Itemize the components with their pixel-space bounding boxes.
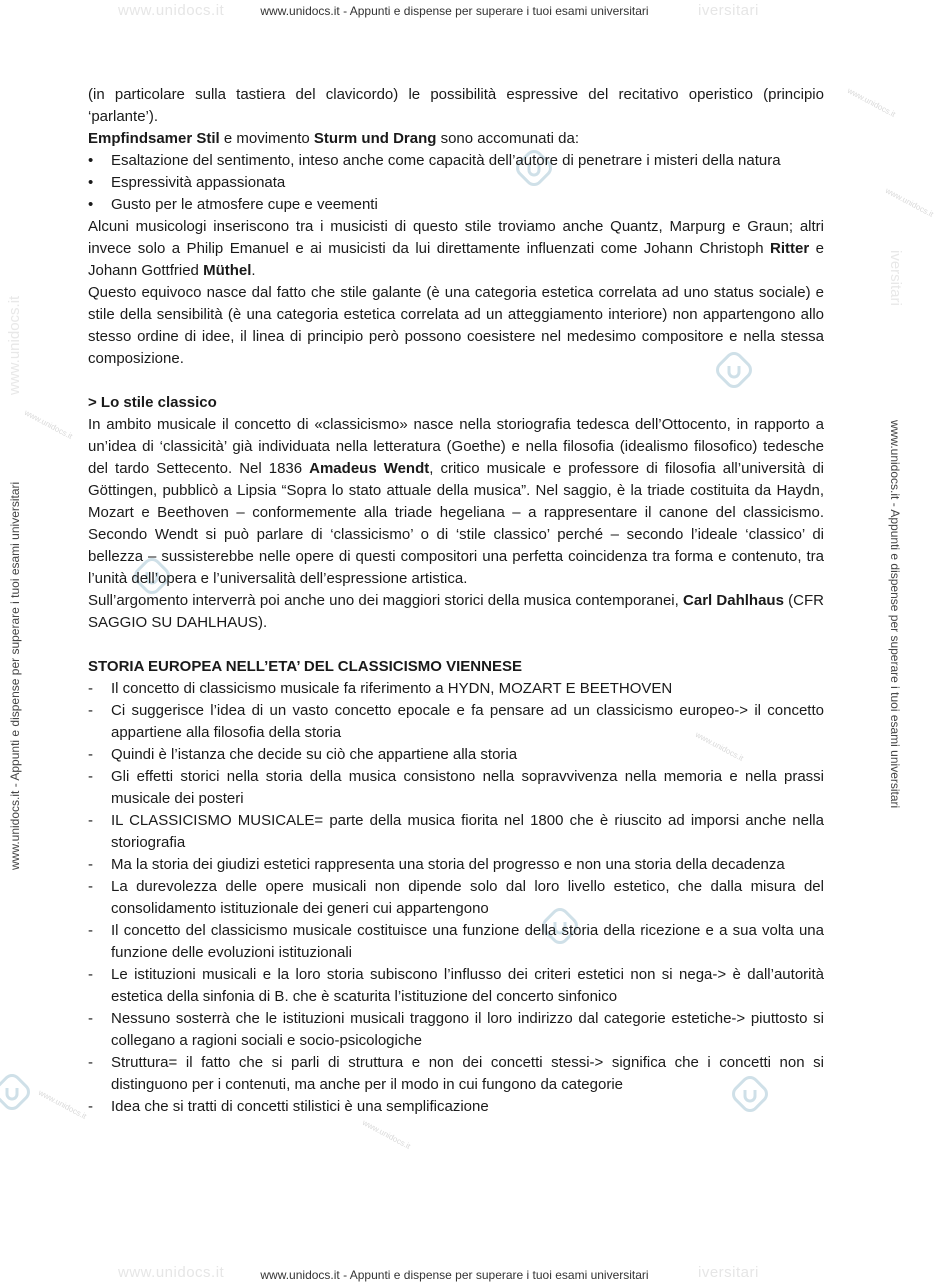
diagonal-watermark: www.unidocs.it [693,730,745,763]
section-heading: > Lo stile classico [88,394,217,411]
list-item-text: Esaltazione del sentimento, inteso anche come capacità dell’autore di penetrare i misteri della natura [111,152,781,169]
bullet-marker: • [88,174,94,191]
dash-marker: - [88,702,93,719]
header-watermark: www.unidocs.it - Appunti e dispense per superare i tuoi esami universitari [260,4,649,18]
footer-watermark: www.unidocs.it - Appunti e dispense per superare i tuoi esami universitari [260,1268,649,1282]
list-item [88,194,824,216]
right-side-ghost-watermark: iversitari [887,250,904,306]
bullet-marker: • [88,152,94,169]
list-item [88,876,824,920]
dash-marker: - [88,746,93,763]
list-item-text: Struttura= il fatto che si parli di struttura e non dei concetti stessi-> significa che i concetti non si distinguono per i contenuti, ma anche per il modo in cui fungono da categorie [111,1054,824,1093]
left-side-watermark: www.unidocs.it - Appunti e dispense per superare i tuoi esami universitari [8,481,22,870]
bullet-marker: • [88,196,94,213]
right-side-watermark: www.unidocs.it - Appunti e dispense per superare i tuoi esami universitari [888,420,902,809]
diagonal-watermark: www.unidocs.it [36,1088,88,1121]
bold-term: Carl Dahlhaus [683,592,784,609]
ghost-watermark-top-left: www.unidocs.it [118,2,225,19]
list-item [88,810,824,854]
list-item-text: Ci suggerisce l’idea di un vasto concetto epocale e fa pensare ad un classicismo europeo-> il concetto appartiene alla filosofia della storia [111,702,824,741]
list-item-text: Il concetto di classicismo musicale fa riferimento a HYDN, MOZART E BEETHOVEN [111,680,673,697]
list-item-text: Il concetto del classicismo musicale costituisce una funzione della storia della ricezione e a sua volta una funzione delle evoluzioni istituzionali [111,922,824,961]
paragraph: (in particolare sulla tastiera del clavicordo) le possibilità espressive del recitativo operistico (principio ‘parlante’). [88,86,824,125]
list-item [88,854,824,876]
list-item [88,744,824,766]
dash-list [88,678,824,1118]
paragraph [88,590,824,634]
ghost-watermark-top-right: iversitari [698,2,759,19]
diagonal-watermark: www.unidocs.it [22,408,74,441]
text-run: sono accomunati da: [436,130,580,147]
text-run: In ambito musicale il concetto di «classicismo» nasce nella storiografia tedesca dell’Ottocento, in rapporto a un’idea di ‘classicità’ già individuata nella letteratura (Goethe) e nella filosofia (idealismo filosofico) tedesche del tardo Settecento. Nel 1836 [88,416,824,477]
list-item-text: La durevolezza delle opere musicali non dipende solo dal loro livello estetico, che dalla misura del consolidamento istituzionale dei generi cui appartengono [111,878,824,917]
list-item [88,700,824,744]
bold-term: Müthel [203,262,252,279]
dash-marker: - [88,768,93,785]
list-item-text: Gli effetti storici nella storia della musica consistono nella sopravvivenza nella memoria e nella prassi musicale dei posteri [111,768,824,807]
dash-marker: - [88,966,93,983]
dash-marker: - [88,680,93,697]
dash-marker: - [88,1010,93,1027]
left-side-ghost-watermark: www.unidocs.it [6,295,23,395]
text-run: e Johann Gottfried [88,240,824,279]
paragraph [88,216,824,282]
list-item [88,766,824,810]
paragraph [88,414,824,590]
bullet-list [88,150,824,216]
list-item [88,1008,824,1052]
ghost-watermark-bottom-left: www.unidocs.it [118,1264,225,1281]
text-run: (CFR SAGGIO SU DAHLHAUS). [88,592,824,631]
list-item [88,920,824,964]
paragraph: Questo equivoco nasce dal fatto che stile galante (è una categoria estetica correlata ad uno status sociale) e stile della sensibilità (è una categoria estetica correlata ad un atteggiamento interiore) non appartengono allo stesso ordine di idee, il linea di principio però possono coesistere nel medesimo compositore e nella stessa composizione. [88,284,824,367]
bold-term: Ritter [770,240,810,257]
dash-marker: - [88,812,93,829]
list-item-text: Idea che si tratti di concetti stilistici è una semplificazione [111,1098,489,1115]
diagonal-watermark: www.unidocs.it [883,186,935,219]
dash-marker: - [88,1054,93,1071]
list-item [88,1096,824,1118]
text-run: , critico musicale e professore di filosofia all’università di Göttingen, pubblicò a Lipsia “Sopra lo stato attuale della musica”. Nel saggio, è la triade costituita da Haydn, Mozart e Beethoven – conformemente alla triade hegeliana – a rappresentare il canone del classicismo. Secondo Wendt si può parlare di ‘classicismo’ o di ‘stile classico’ perché – secondo l’ideale ‘classico’ di bellezza – sussisterebbe nelle opere di questi compositori una perfetta coincidenza tra forma e contenuto, tra l’unità dell’opera e l’universalità dell’espressione artistica. [88,460,824,587]
paragraph [88,128,824,150]
text-run: . [251,262,256,279]
bold-term: Amadeus Wendt [309,460,430,477]
section-heading: STORIA EUROPEA NELL’ETA’ DEL CLASSICISMO VIENNESE [88,658,522,675]
diagonal-watermark: www.unidocs.it [360,1118,412,1151]
bold-term: Empfindsamer Stil [88,130,220,147]
list-item-text: Espressività appassionata [111,174,286,191]
unidocs-logo-icon [0,1074,30,1110]
dash-marker: - [88,878,93,895]
ghost-watermark-bottom-right: iversitari [698,1264,759,1281]
document-body [88,84,824,1118]
bold-term: Sturm und Drang [313,130,437,147]
list-item [88,150,824,172]
text-run: e movimento [219,130,314,147]
list-item-text: Le istituzioni musicali e la loro storia subiscono l’influsso dei criteri estetici non si nega-> è dall’autorità estetica della sinfonia di B. che è scaturita l’istituzione del concerto sinfonico [111,966,824,1005]
list-item-text: Quindi è l’istanza che decide su ciò che appartiene alla storia [111,746,518,763]
list-item-text: Nessuno sosterrà che le istituzioni musicali traggono il loro indirizzo dal categorie estetiche-> piuttosto si collegano a ragioni sociali e socio-psicologiche [111,1010,824,1049]
list-item-text: Gusto per le atmosfere cupe e veementi [111,196,378,213]
list-item [88,1052,824,1096]
list-item [88,678,824,700]
list-item-text: Ma la storia dei giudizi estetici rappresenta una storia del progresso e non una storia della decadenza [111,856,785,873]
text-run: Sull’argomento interverrà poi anche uno dei maggiori storici della musica contemporanei, [88,592,684,609]
dash-marker: - [88,856,93,873]
text-run: Alcuni musicologi inseriscono tra i musicisti di questo stile troviamo anche Quantz, Marpurg e Graun; altri invece solo a Philip Emanuel e ai musicisti da lui direttamente influenzati come Johann Christoph [88,218,824,257]
list-item [88,964,824,1008]
list-item [88,172,824,194]
dash-marker: - [88,1098,93,1115]
dash-marker: - [88,922,93,939]
diagonal-watermark: www.unidocs.it [845,86,897,119]
list-item-text: IL CLASSICISMO MUSICALE= parte della musica fiorita nel 1800 che è riuscito ad imporsi anche nella storiografia [111,812,824,851]
